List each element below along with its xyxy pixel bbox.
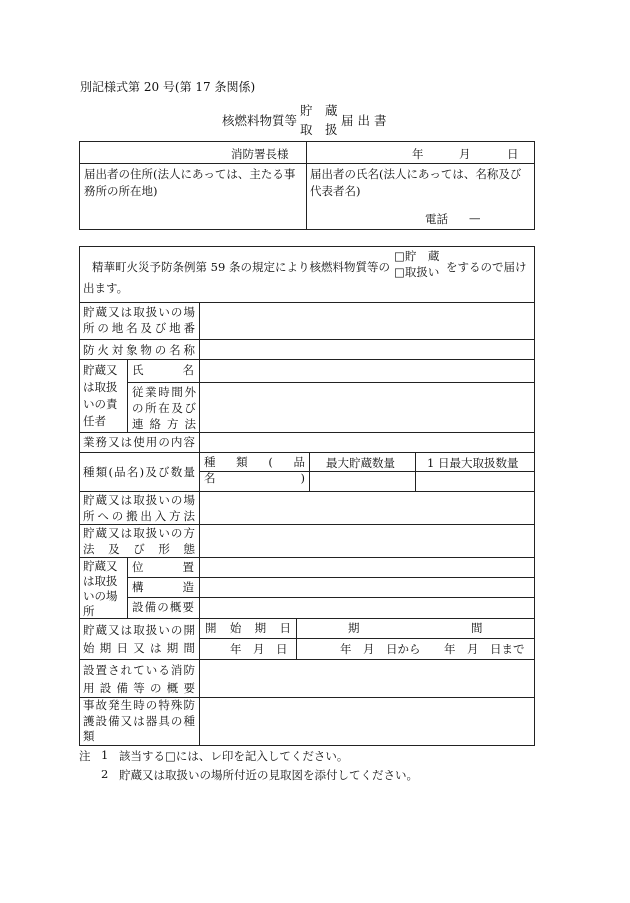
declaration-option-storage: □貯 蔵 [394,249,440,263]
place-position-label: 位 置 [132,560,194,574]
kind-column-header: 種 類 ( 品 名 ) [204,455,317,485]
phone-separator: — [469,211,481,225]
manager-contact-label: 従業時間外の所在及び連絡方法 [132,385,196,431]
title-option-handling: 取 扱 [300,122,338,137]
period-start-date: 年 月 日 [230,642,288,656]
note-1: 該当する□には、レ印を記入してください。 [119,749,349,763]
manager-name-label: 氏 名 [132,363,194,377]
declaration-line2: 出ます。 [83,281,129,295]
fire-equipment-label: 設置されている消防用設備等の概要 [83,663,195,695]
max-storage-column-header: 最大貯蔵数量 [326,456,395,470]
date-year: 年 [412,147,424,161]
period-to-date: 年 月 日まで [444,642,525,656]
note-2: 貯蔵又は取扱いの場所付近の見取図を添付してください。 [119,768,418,782]
note-2-number: 2 [101,767,109,781]
addressee: 消防署長様 [231,147,289,161]
applicant-name-label: 届出者の氏名(法人にあっては、名称及び代表者名) [310,167,522,198]
declaration-option-handling: □取扱い [394,265,440,279]
title-prefix: 核燃料物質等 [222,113,298,128]
place-group-label: 貯蔵又は取扱いの場所 [83,559,118,618]
location-label: 貯蔵又は取扱いの場所の地名及び地番 [83,305,195,335]
title-option-storage: 貯 蔵 [300,103,338,118]
period-term-header-b: 間 [471,621,483,635]
period-start-header: 開 始 期 日 [205,621,291,635]
phone-label: 電話 [425,212,448,226]
date-month: 月 [459,147,471,161]
method-label: 貯蔵又は取扱いの方法及び形態 [83,526,195,556]
kind-quantity-label: 種類(品名)及び数量 [83,465,195,479]
special-equipment-label: 事故発生時の特殊防護設備又は器具の種類 [83,698,195,743]
note-1-number: 1 [101,748,109,762]
declaration-text-end: をするので届け [446,260,527,274]
note-label: 注 [79,749,91,763]
period-term-header-a: 期 [348,621,360,635]
date-day: 日 [507,147,519,161]
place-equipment-label: 設備の概要 [132,600,194,614]
manager-group-label: 貯蔵又は取扱いの責任者 [83,363,118,428]
transport-label: 貯蔵又は取扱いの場所への搬出入方法 [83,493,195,523]
target-name-label: 防火対象物の名称 [83,343,195,357]
applicant-address-label: 届出者の住所(法人にあっては、主たる事務所の所在地) [84,167,296,198]
place-structure-label: 構 造 [132,580,194,594]
business-label: 業務又は使用の内容 [83,435,195,449]
declaration-text: 精華町火災予防条例第 59 条の規定により核燃料物質等の [92,260,390,274]
form-number: 別記様式第 20 号(第 17 条関係) [80,80,256,94]
period-from-date: 年 月 日から [340,642,421,656]
daily-max-column-header: 1 日最大取扱数量 [427,456,519,470]
title-suffix: 届 出 書 [341,113,387,128]
period-label: 貯蔵又は取扱いの開始期日又は期間 [83,623,195,655]
